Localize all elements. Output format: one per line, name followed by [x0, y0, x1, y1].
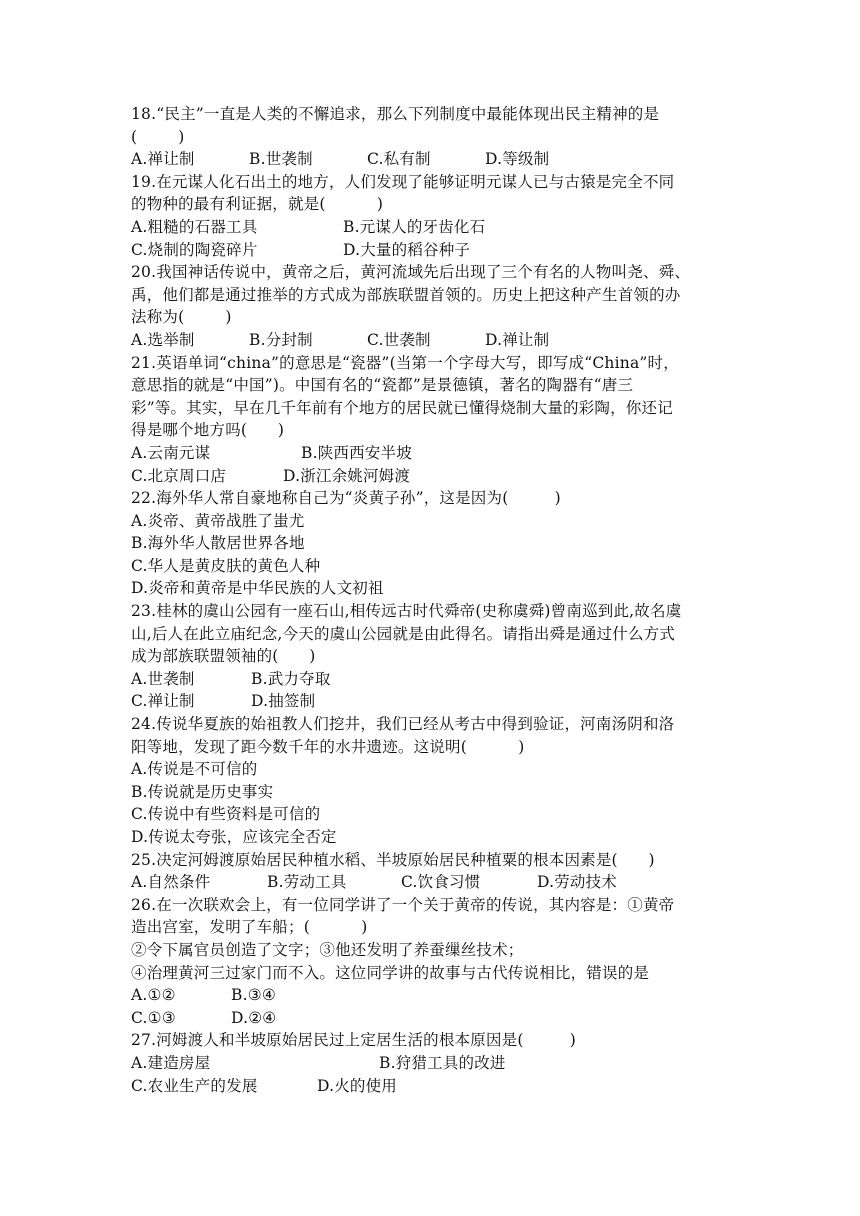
question-26 [131, 894, 731, 1030]
question-stem-line: 成为部族联盟领袖的( ) [131, 647, 316, 666]
option-d: D.②④ [231, 1008, 277, 1027]
option-b: B.分封制 [249, 330, 313, 349]
question-27 [131, 1029, 731, 1097]
question-stem-line: 27.河姆渡人和半坡原始居民过上定居生活的根本原因是( ) [131, 1031, 576, 1050]
option-d: D.等级制 [485, 150, 550, 169]
option-d: D.火的使用 [317, 1076, 398, 1095]
option-c: C.烧制的陶瓷碎片 [131, 240, 258, 259]
options-row [131, 1052, 731, 1075]
options-row [131, 465, 731, 488]
question-stem-line: 25.决定河姆渡原始居民种植水稻、半坡原始居民种植粟的根本因素是( ) [131, 850, 655, 869]
option-d: D.大量的稻谷种子 [343, 240, 471, 259]
option-a: A.云南元谋 [131, 443, 211, 462]
question-stem-line: 山,后人在此立庙纪念,今天的虞山公园就是由此得名。请指出舜是通过什么方式 [131, 624, 676, 643]
option-c: C.禅让制 [131, 692, 195, 711]
question-stem-line: ( ) [131, 127, 185, 146]
option-b: B.元谋人的牙齿化石 [343, 217, 486, 236]
question-25 [131, 849, 731, 894]
question-19 [131, 171, 731, 261]
option-b: B.世袭制 [249, 150, 313, 169]
options-row [131, 148, 731, 171]
option-b: B.劳动工具 [267, 873, 347, 892]
option-d: D.劳动技术 [537, 873, 618, 892]
question-stem-line: 彩”等。其实，早在几千年前有个地方的居民就已懂得烧制大量的彩陶，你还记 [131, 398, 673, 417]
question-23 [131, 600, 731, 713]
question-stem-line: 20.我国神话传说中，黄帝之后，黄河流域先后出现了三个有名的人物叫尧、舜、 [131, 263, 691, 282]
option-c: C.华人是黄皮肤的黄色人种 [131, 556, 321, 575]
options-row [131, 1075, 731, 1098]
option-a: A.自然条件 [131, 873, 211, 892]
question-stem-line: ②令下属官员创造了文字；③他还发明了养蚕缫丝技术； [131, 940, 524, 959]
question-stem-line: 造出宫室，发明了车船；( ) [131, 918, 368, 937]
question-22 [131, 487, 731, 600]
option-c: C.①③ [131, 1008, 176, 1027]
option-b: B.③④ [231, 986, 276, 1005]
question-18 [131, 103, 731, 171]
question-stem-line: 的物种的最有利证据，就是( ) [131, 195, 384, 214]
option-d: D.炎帝和黄帝是中华民族的人文初祖 [131, 579, 384, 598]
options-row [131, 216, 731, 239]
options-row [131, 1007, 731, 1030]
option-c: C.饮食习惯 [401, 873, 481, 892]
option-b: B.狩猎工具的改进 [379, 1053, 506, 1072]
question-stem-line: 26.在一次联欢会上，有一位同学讲了一个关于黄帝的传说，其内容是：①黄帝 [131, 895, 675, 914]
option-d: D.禅让制 [485, 330, 550, 349]
option-d: D.浙江余姚河姆渡 [283, 466, 411, 485]
question-stem-line: 法称为( ) [131, 308, 232, 327]
option-a: A.传说是不可信的 [131, 760, 258, 779]
option-b: B.海外华人散居世界各地 [131, 534, 305, 553]
option-a: A.粗糙的石器工具 [131, 217, 258, 236]
option-d: D.传说太夸张，应该完全否定 [131, 828, 337, 846]
option-c: C.传说中有些资料是可信的 [131, 805, 321, 824]
option-c: C.北京周口店 [131, 466, 227, 485]
question-stem-line: 22.海外华人常自豪地称自己为“炎黄子孙”，这是因为( ) [131, 489, 561, 508]
option-a: A.选举制 [131, 330, 195, 349]
question-stem-line: 23.桂林的虞山公园有一座石山,相传远古时代舜帝(史称虞舜)曾南巡到此,故名虞 [131, 602, 682, 621]
question-21 [131, 352, 731, 488]
option-b: B.陕西西安半坡 [301, 443, 412, 462]
question-20 [131, 261, 731, 351]
options-row [131, 871, 731, 894]
options-row [131, 668, 731, 691]
option-a: A.①② [131, 986, 176, 1005]
options-row [131, 329, 731, 352]
options-row [131, 442, 731, 465]
option-b: B.传说就是历史事实 [131, 782, 274, 801]
question-sheet [131, 103, 731, 1097]
option-a: A.建造房屋 [131, 1053, 211, 1072]
options-row [131, 984, 731, 1007]
options-row [131, 239, 731, 262]
question-24 [131, 713, 731, 849]
question-stem-line: 意思指的就是“中国”)。中国有名的“瓷都”是景德镇，著名的陶器有“唐三 [131, 376, 634, 395]
question-stem-line: 24.传说华夏族的始祖教人们挖井，我们已经从考古中得到验证，河南汤阴和洛 [131, 715, 675, 734]
question-stem-line: 19.在元谋人化石出土的地方，人们发现了能够证明元谋人已与古猿是完全不同 [131, 172, 675, 191]
question-stem-line: 禹，他们都是通过推举的方式成为部族联盟首领的。历史上把这种产生首领的办 [131, 285, 681, 304]
option-c: C.私有制 [367, 150, 431, 169]
option-a: A.禅让制 [131, 150, 195, 169]
question-stem-line: ④治理黄河三过家门而不入。这位同学讲的故事与古代传说相比，错误的是 [131, 963, 650, 982]
question-stem-line: 得是哪个地方吗( ) [131, 421, 285, 440]
question-stem-line: 18.“民主”一直是人类的不懈追求，那么下列制度中最能体现出民主精神的是 [131, 105, 660, 123]
option-a: A.世袭制 [131, 669, 195, 688]
option-c: C.世袭制 [367, 330, 431, 349]
options-row [131, 690, 731, 713]
question-stem-line: 21.英语单词“china”的意思是“瓷器”(当第一个字母大写，即写成“China”时， [131, 353, 679, 372]
question-stem-line: 阳等地，发现了距今数千年的水井遗迹。这说明( ) [131, 737, 525, 756]
option-c: C.农业生产的发展 [131, 1076, 258, 1095]
option-a: A.炎帝、黄帝战胜了蚩尤 [131, 511, 305, 530]
option-d: D.抽签制 [251, 692, 316, 711]
option-b: B.武力夺取 [251, 669, 331, 688]
